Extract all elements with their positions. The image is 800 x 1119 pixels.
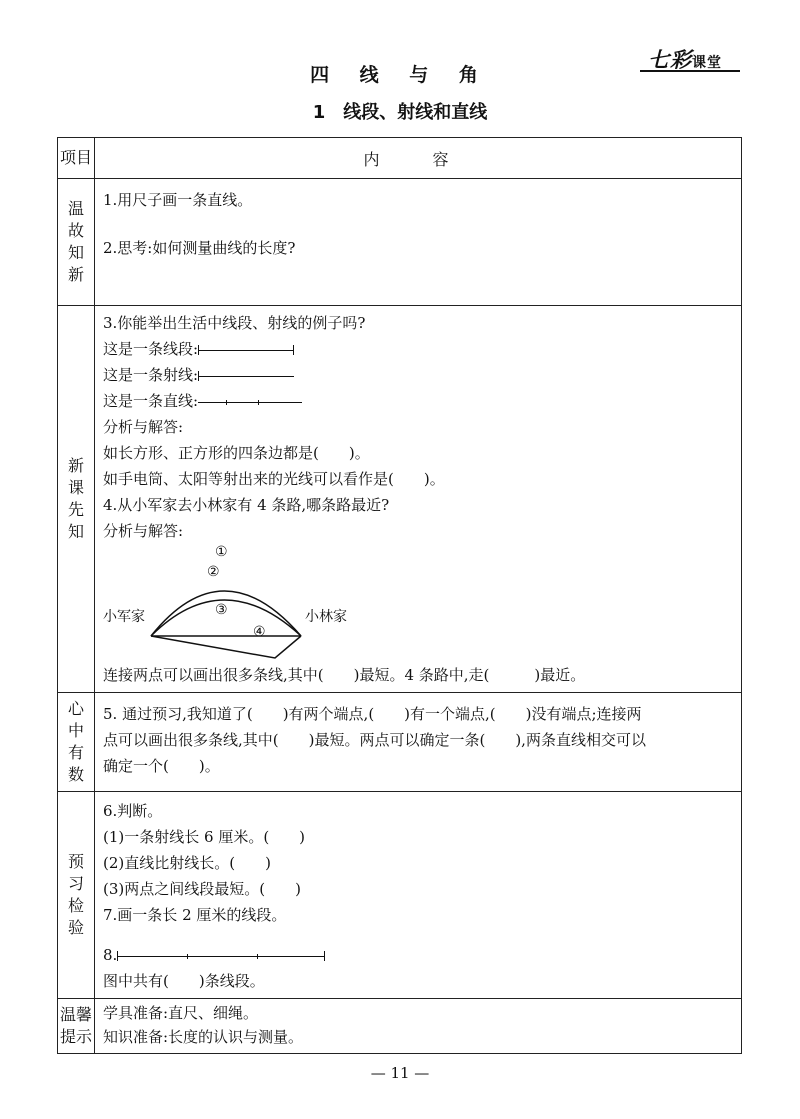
line-example: 这是一条直线: — [103, 388, 741, 414]
tips-line-2: 知识准备:长度的认识与测量。 — [103, 1028, 304, 1046]
summary-label: 心 中 有 数 — [58, 693, 95, 792]
check-row — [58, 792, 742, 999]
line-drawing — [198, 397, 302, 407]
lesson-title: 1 线段、射线和直线 — [312, 102, 488, 123]
route-4-label: ④ — [253, 624, 266, 640]
preview-content — [95, 306, 742, 693]
segment-example: 这是一条线段: — [103, 336, 741, 362]
q6-text: 6.判断。 — [103, 802, 163, 820]
q7-text: 7.画一条长 2 厘米的线段。 — [103, 906, 287, 924]
route-2-label: ② — [207, 564, 220, 580]
xiaojun-home-label: 小军家 — [103, 609, 145, 625]
preview-label: 新 课 先 知 — [58, 306, 95, 693]
review-row — [58, 179, 742, 306]
check-label: 预 习 检 验 — [58, 792, 95, 999]
ray-drawing — [198, 371, 294, 381]
worksheet-table — [57, 137, 742, 1054]
judge-3: (3)两点之间线段最短。( ) — [103, 880, 301, 898]
xiaolin-home-label: 小林家 — [305, 609, 347, 625]
check-content — [95, 792, 742, 999]
judge-1: (1)一条射线长 6 厘米。( ) — [103, 828, 306, 846]
conclusion-text: 连接两点可以画出很多条线,其中( )最短。4 条路中,走( )最近。 — [103, 666, 586, 684]
review-q1: 1.用尺子画一条直线。 — [103, 191, 253, 209]
analysis-2: 分析与解答: — [103, 522, 184, 540]
review-q2: 2.思考:如何测量曲线的长度? — [103, 239, 296, 257]
route-diagram — [103, 544, 403, 662]
tips-label: 温馨 提示 — [58, 999, 95, 1054]
summary-content — [95, 693, 742, 792]
q8-segments-drawing — [117, 951, 325, 961]
route-3-label: ③ — [215, 602, 228, 618]
segment-drawing — [198, 345, 294, 355]
header-content: 内 容 — [95, 138, 742, 179]
route-figure — [103, 544, 741, 662]
q8-line: 8. — [103, 942, 741, 968]
header-item: 项目 — [58, 138, 95, 179]
analysis-1: 分析与解答: — [103, 418, 184, 436]
preview-row — [58, 306, 742, 693]
route-4-path — [151, 636, 301, 658]
page-number: — 11 — — [370, 1064, 430, 1082]
answer-1: 如长方形、正方形的四条边都是( )。 — [103, 444, 370, 462]
answer-2: 如手电筒、太阳等射出来的光线可以看作是( )。 — [103, 470, 445, 488]
review-label: 温 故 知 新 — [58, 179, 95, 306]
judge-2: (2)直线比射线长。( ) — [103, 854, 271, 872]
tips-line-1: 学具准备:直尺、细绳。 — [103, 1004, 259, 1022]
ray-example: 这是一条射线: — [103, 362, 741, 388]
brand-logo: 七彩课堂 — [648, 48, 722, 72]
q3-text: 3.你能举出生活中线段、射线的例子吗? — [103, 314, 366, 332]
chapter-title: 四 线 与 角 — [310, 64, 490, 86]
table-header-row — [58, 138, 742, 179]
summary-line-1: 5. 通过预习,我知道了( )有两个端点,( )有一个端点,( )没有端点;连接两 — [103, 705, 642, 723]
summary-row — [58, 693, 742, 792]
review-content — [95, 179, 742, 306]
q8-answer: 图中共有( )条线段。 — [103, 972, 265, 990]
tips-content — [95, 999, 742, 1054]
route-1-label: ① — [215, 544, 228, 560]
summary-line-3: 确定一个( )。 — [103, 757, 220, 775]
q4-text: 4.从小军家去小林家有 4 条路,哪条路最近? — [103, 496, 390, 514]
summary-line-2: 点可以画出很多条线,其中( )最短。两点可以确定一条( ),两条直线相交可以 — [103, 731, 646, 749]
tips-row — [58, 999, 742, 1054]
